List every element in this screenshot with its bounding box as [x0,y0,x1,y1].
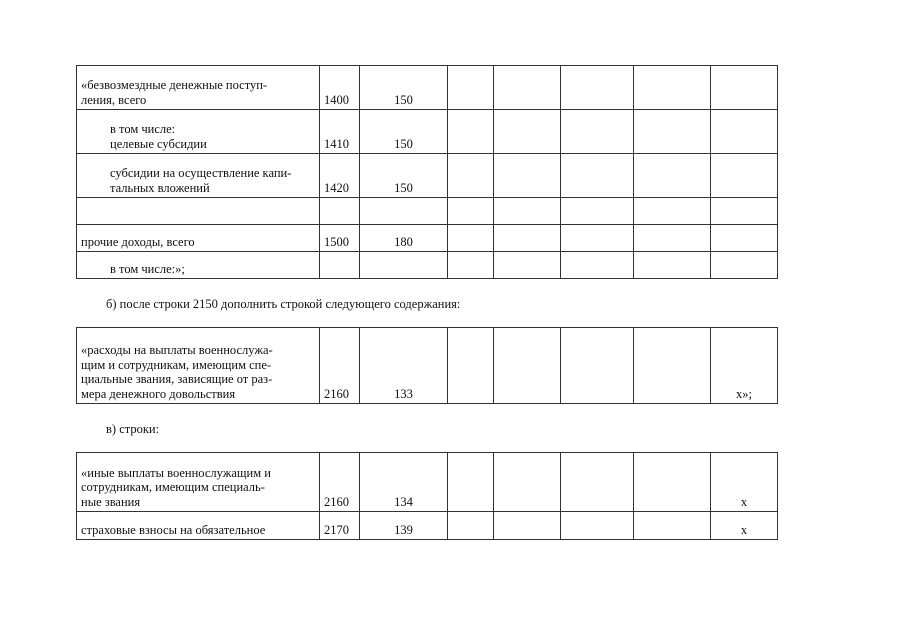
empty-cell [561,110,634,154]
table-row [77,512,778,540]
row-name-cell [77,225,320,252]
empty-cell [561,225,634,252]
empty-cell [494,512,561,540]
empty-cell [448,252,494,279]
empty-cell [561,154,634,198]
budget-table-lines [76,452,778,540]
row-kosgu-cell: 150 [360,66,448,110]
empty-cell [494,453,561,512]
row-code-cell: 2160 [320,328,360,404]
row-last-cell [711,198,778,225]
empty-cell [634,154,711,198]
row-last-cell [711,66,778,110]
empty-cell [494,328,561,404]
row-name-line: прочие доходы, всего [81,234,195,249]
empty-cell [634,512,711,540]
empty-cell [634,453,711,512]
row-name-line: «расходы на выплаты военнослужа- [81,343,273,357]
empty-cell [634,328,711,404]
empty-cell [448,154,494,198]
empty-cell [494,252,561,279]
row-last-cell [711,225,778,252]
row-name-line: в том числе:»; [110,261,185,276]
row-name-cell [77,66,320,110]
empty-cell [561,66,634,110]
row-name-cell [77,110,320,154]
empty-cell [494,154,561,198]
row-name-line: «иные выплаты военнослужащим и [81,465,271,480]
empty-cell [448,198,494,225]
table-row [77,453,778,512]
row-name-line: тальных вложений [110,180,210,195]
row-name-line: страховые взносы на обязательное [81,522,266,537]
row-name-line: циальные звания, зависящие от раз- [81,372,273,386]
row-kosgu-cell: 133 [360,328,448,404]
table-row [77,225,778,252]
empty-cell [448,512,494,540]
row-name-line: ные звания [81,494,141,509]
row-name-line: в том числе: [110,122,176,136]
row-kosgu-cell [360,198,448,225]
empty-cell [448,110,494,154]
empty-cell [561,328,634,404]
row-code-cell: 1410 [320,110,360,154]
row-name-cell [77,198,320,225]
row-kosgu-cell: 150 [360,154,448,198]
row-code-cell: 1420 [320,154,360,198]
row-code-cell: 1500 [320,225,360,252]
paragraph-b: б) после строки 2150 дополнить строкой следующего содержания: [106,297,461,311]
row-name-line: «безвозмездные денежные поступ- [81,78,268,92]
row-name-cell [77,512,320,540]
empty-cell [561,453,634,512]
empty-cell [494,66,561,110]
row-code-cell [320,198,360,225]
empty-cell [634,110,711,154]
row-last-cell: х»; [711,328,778,404]
empty-cell [634,66,711,110]
row-name-cell [77,328,320,404]
row-kosgu-cell: 150 [360,110,448,154]
empty-cell [448,328,494,404]
row-name-line: мера денежного довольствия [81,386,236,401]
row-name-line: целевые субсидии [110,136,207,151]
empty-cell [448,453,494,512]
table-row [77,252,778,279]
empty-cell [561,512,634,540]
empty-cell [448,66,494,110]
row-code-cell: 2170 [320,512,360,540]
row-kosgu-cell: 134 [360,453,448,512]
table-row [77,328,778,404]
empty-cell [494,225,561,252]
empty-cell [634,225,711,252]
row-last-cell: х [711,512,778,540]
budget-table-income [76,65,778,279]
row-kosgu-cell: 180 [360,225,448,252]
row-name-line: ления, всего [81,92,147,107]
row-name-cell [77,252,320,279]
row-code-cell: 2160 [320,453,360,512]
budget-table-expense-addition [76,327,778,404]
empty-cell [561,252,634,279]
empty-cell [634,198,711,225]
row-last-cell: х [711,453,778,512]
row-name-line: щим и сотрудникам, имеющим спе- [81,357,272,372]
table-row [77,198,778,225]
table-row [77,66,778,110]
empty-cell [634,252,711,279]
row-kosgu-cell [360,252,448,279]
empty-cell [561,198,634,225]
row-name-cell [77,453,320,512]
row-name-line: сотрудникам, имеющим специаль- [81,480,265,494]
row-name-cell [77,154,320,198]
empty-cell [448,225,494,252]
empty-cell [494,198,561,225]
row-kosgu-cell: 139 [360,512,448,540]
row-code-cell [320,252,360,279]
row-last-cell [711,110,778,154]
row-code-cell: 1400 [320,66,360,110]
empty-cell [494,110,561,154]
row-name-line: субсидии на осуществление капи- [110,166,292,180]
table-row [77,110,778,154]
row-last-cell [711,252,778,279]
table-row [77,154,778,198]
paragraph-v: в) строки: [106,422,160,436]
row-last-cell [711,154,778,198]
